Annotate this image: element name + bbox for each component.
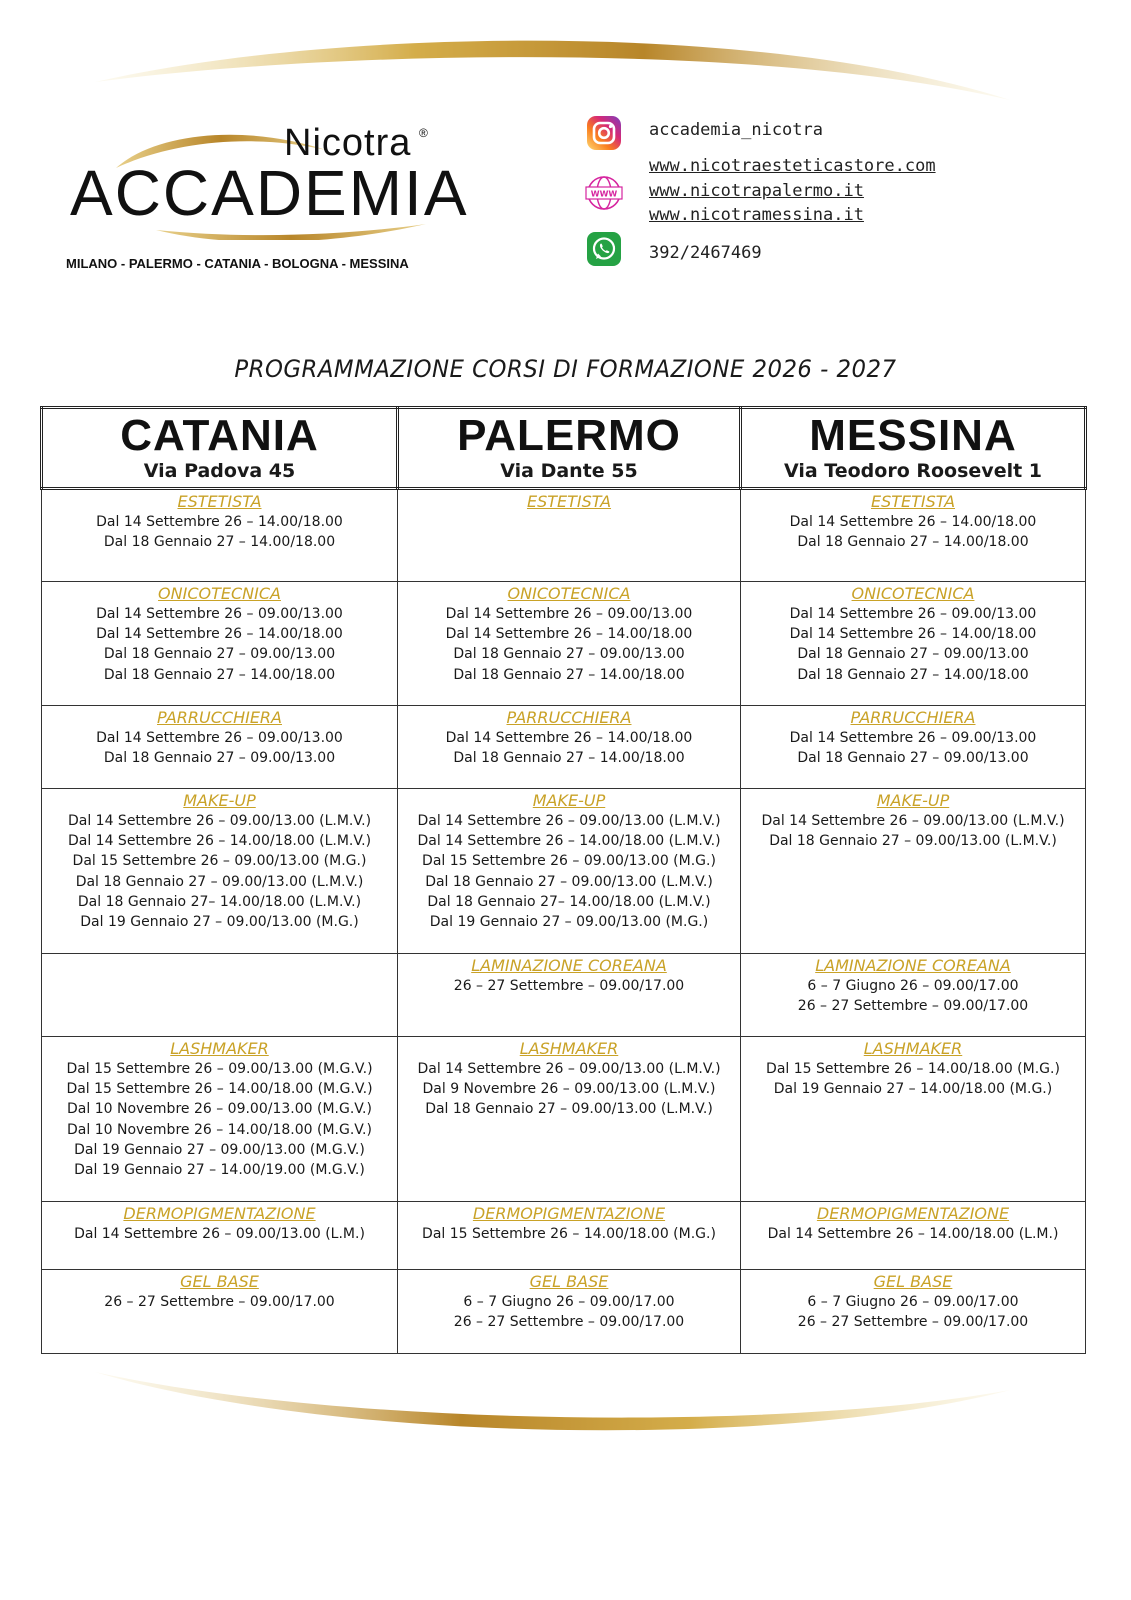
schedule-row <box>42 582 1086 706</box>
course-date-slot: 6 – 7 Giugno 26 – 09.00/17.00 <box>807 1294 1019 1310</box>
course-date-slot: Dal 14 Settembre 26 – 14.00/18.00 (L.M.V.) <box>67 833 372 850</box>
schedule-cell-messina <box>741 582 1086 706</box>
course-date-slot: Dal 18 Gennaio 27 – 14.00/18.00 <box>453 666 685 683</box>
course-title: ESTETISTA <box>177 492 262 511</box>
course-date-slot: Dal 15 Settembre 26 – 09.00/13.00 (M.G.) <box>72 853 367 870</box>
website-link-1[interactable]: www.nicotraesteticastore.com <box>649 156 936 176</box>
course-date-slot: Dal 10 Novembre 26 – 14.00/18.00 (M.G.V.) <box>67 1121 372 1138</box>
schedule-cell-catania <box>42 1037 398 1202</box>
page-title: PROGRAMMAZIONE CORSI DI FORMAZIONE 2026 - 2027 <box>234 355 897 383</box>
course-date-slot: Dal 14 Settembre 26 – 14.00/18.00 <box>96 626 343 643</box>
schedule-row <box>42 789 1086 954</box>
schedule-cell-catania <box>42 954 398 1037</box>
course-date-slot: Dal 18 Gennaio 27 – 09.00/13.00 (L.M.V.) <box>75 873 364 890</box>
course-date-slot: Dal 18 Gennaio 27– 14.00/18.00 (L.M.V.) <box>77 893 362 910</box>
course-date-slot: Dal 14 Settembre 26 – 09.00/13.00 <box>96 730 343 746</box>
course-date-slot: 6 – 7 Giugno 26 – 09.00/17.00 <box>463 1294 675 1310</box>
gold-swoosh-bottom <box>0 1368 1131 1458</box>
schedule-row <box>42 1202 1086 1270</box>
course-date-slot: Dal 14 Settembre 26 – 14.00/18.00 <box>445 626 693 643</box>
course-date-slot: Dal 15 Settembre 26 – 09.00/13.00 (M.G.) <box>422 853 716 870</box>
city-address: Via Dante 55 <box>500 460 638 482</box>
course-date-slot: Dal 19 Gennaio 27 – 09.00/13.00 (M.G.) <box>429 914 709 931</box>
column-header-messina <box>741 408 1086 489</box>
schedule-row <box>42 706 1086 789</box>
whatsapp-icon <box>585 230 623 268</box>
course-date-slot: Dal 18 Gennaio 27 – 14.00/18.00 <box>797 534 1029 551</box>
course-date-slot: Dal 14 Settembre 26 – 14.00/18.00 <box>96 514 343 530</box>
course-date-slot: Dal 18 Gennaio 27 – 09.00/13.00 (L.M.V.) <box>425 1101 713 1118</box>
schedule-row <box>42 489 1086 582</box>
course-date-slot: 26 – 27 Settembre – 09.00/17.00 <box>453 978 685 994</box>
course-date-slot: Dal 14 Settembre 26 – 09.00/13.00 (L.M.V.) <box>417 813 721 829</box>
city-name: PALERMO <box>457 411 681 460</box>
course-title: MAKE-UP <box>532 791 606 810</box>
course-title: GEL BASE <box>529 1272 609 1291</box>
schedule-cell-palermo <box>398 1037 741 1202</box>
city-name: CATANIA <box>120 411 319 460</box>
schedule-cell-messina <box>741 1202 1086 1270</box>
globe-www-icon <box>585 174 623 212</box>
accademia-nicotra-logo <box>66 118 469 278</box>
course-date-slot: Dal 14 Settembre 26 – 09.00/13.00 (L.M.V.) <box>417 1061 721 1077</box>
course-date-slot: Dal 18 Gennaio 27 – 14.00/18.00 <box>103 666 336 683</box>
course-date-slot: Dal 9 Novembre 26 – 09.00/13.00 (L.M.V.) <box>422 1081 716 1098</box>
course-date-slot: Dal 18 Gennaio 27 – 09.00/13.00 <box>103 646 336 663</box>
course-date-slot: Dal 15 Settembre 26 – 14.00/18.00 (M.G.V.) <box>66 1081 373 1098</box>
schedule-cell-messina <box>741 489 1086 582</box>
schedule-cell-messina <box>741 1270 1086 1354</box>
course-date-slot: Dal 15 Settembre 26 – 09.00/13.00 (M.G.V.) <box>66 1061 373 1077</box>
course-date-slot: 26 – 27 Settembre – 09.00/17.00 <box>453 1314 685 1331</box>
column-header-palermo <box>398 408 741 489</box>
course-title: MAKE-UP <box>183 791 256 810</box>
course-date-slot: Dal 18 Gennaio 27 – 14.00/18.00 <box>103 534 336 551</box>
course-title: MAKE-UP <box>876 791 950 810</box>
schedule-cell-palermo <box>398 1202 741 1270</box>
logo-cities: MILANO - PALERMO - CATANIA - BOLOGNA - MESSINA <box>66 256 409 271</box>
registered-mark: ® <box>419 126 428 140</box>
schedule-cell-catania <box>42 789 398 954</box>
course-title: ONICOTECNICA <box>851 584 975 603</box>
schedule-cell-messina <box>741 706 1086 789</box>
course-date-slot: Dal 14 Settembre 26 – 09.00/13.00 (L.M.V.) <box>761 813 1065 829</box>
course-title: ESTETISTA <box>870 492 956 511</box>
course-date-slot: Dal 18 Gennaio 27 – 14.00/18.00 <box>453 750 685 767</box>
schedule-cell-messina <box>741 789 1086 954</box>
course-date-slot: Dal 14 Settembre 26 – 14.00/18.00 <box>789 514 1037 530</box>
www-icon-text: WWW <box>590 189 618 199</box>
city-name: MESSINA <box>809 411 1017 460</box>
course-date-slot: Dal 15 Settembre 26 – 14.00/18.00 (M.G.) <box>766 1061 1060 1077</box>
course-date-slot: Dal 14 Settembre 26 – 14.00/18.00 (L.M.) <box>767 1226 1059 1242</box>
schedule-row <box>42 954 1086 1037</box>
course-date-slot: Dal 18 Gennaio 27 – 14.00/18.00 <box>797 666 1029 683</box>
course-title: ONICOTECNICA <box>158 584 281 603</box>
website-link-3[interactable]: www.nicotramessina.it <box>649 205 864 225</box>
schedule-cell-messina <box>741 1037 1086 1202</box>
course-title: PARRUCCHIERA <box>156 708 282 727</box>
course-date-slot: Dal 15 Settembre 26 – 14.00/18.00 (M.G.) <box>422 1226 716 1242</box>
gold-swoosh-top <box>0 20 1131 110</box>
schedule-cell-catania <box>42 1270 398 1354</box>
course-title: ESTETISTA <box>526 492 612 511</box>
course-date-slot: Dal 14 Settembre 26 – 14.00/18.00 <box>789 626 1037 643</box>
course-date-slot: Dal 10 Novembre 26 – 09.00/13.00 (M.G.V.) <box>67 1101 372 1118</box>
course-title: LASHMAKER <box>519 1039 619 1058</box>
schedule-cell-palermo <box>398 789 741 954</box>
course-date-slot: Dal 14 Settembre 26 – 09.00/13.00 (L.M.) <box>74 1226 365 1242</box>
course-date-slot: Dal 14 Settembre 26 – 09.00/13.00 <box>789 606 1037 622</box>
course-date-slot: 6 – 7 Giugno 26 – 09.00/17.00 <box>807 978 1019 994</box>
website-link-2[interactable]: www.nicotrapalermo.it <box>649 181 864 201</box>
course-date-slot: Dal 18 Gennaio 27 – 09.00/13.00 <box>453 646 685 663</box>
schedule-cell-palermo <box>398 954 741 1037</box>
course-title: LAMINAZIONE COREANA <box>815 956 1011 975</box>
course-date-slot: Dal 19 Gennaio 27 – 09.00/13.00 (M.G.) <box>80 914 359 931</box>
schedule-cell-palermo <box>398 706 741 789</box>
course-title: DERMOPIGMENTAZIONE <box>472 1204 666 1223</box>
course-date-slot: Dal 18 Gennaio 27– 14.00/18.00 (L.M.V.) <box>427 893 711 910</box>
course-title: DERMOPIGMENTAZIONE <box>816 1204 1010 1223</box>
course-date-slot: 26 – 27 Settembre – 09.00/17.00 <box>797 1314 1029 1331</box>
course-date-slot: Dal 14 Settembre 26 – 09.00/13.00 <box>96 606 343 622</box>
course-date-slot: Dal 19 Gennaio 27 – 14.00/18.00 (M.G.) <box>773 1081 1053 1098</box>
course-date-slot: Dal 18 Gennaio 27 – 09.00/13.00 (L.M.V.) <box>425 873 713 890</box>
schedule-cell-catania <box>42 706 398 789</box>
course-date-slot: Dal 14 Settembre 26 – 14.00/18.00 (L.M.V.) <box>417 833 721 850</box>
course-date-slot: 26 – 27 Settembre – 09.00/17.00 <box>104 1294 335 1310</box>
course-title: GEL BASE <box>873 1272 953 1291</box>
course-title: LASHMAKER <box>170 1039 269 1058</box>
course-title: PARRUCCHIERA <box>506 708 632 727</box>
course-date-slot: Dal 14 Settembre 26 – 14.00/18.00 <box>445 730 693 746</box>
course-date-slot: Dal 18 Gennaio 27 – 09.00/13.00 (L.M.V.) <box>769 833 1057 850</box>
course-date-slot: Dal 18 Gennaio 27 – 09.00/13.00 <box>797 750 1029 767</box>
schedule-cell-catania <box>42 489 398 582</box>
schedule-cell-palermo <box>398 489 741 582</box>
course-title: LAMINAZIONE COREANA <box>471 956 667 975</box>
course-date-slot: Dal 14 Settembre 26 – 09.00/13.00 (L.M.V.) <box>67 813 372 829</box>
course-date-slot: Dal 19 Gennaio 27 – 09.00/13.00 (M.G.V.) <box>74 1141 365 1158</box>
schedule-cell-palermo <box>398 582 741 706</box>
course-title: DERMOPIGMENTAZIONE <box>123 1204 316 1223</box>
course-date-slot: Dal 14 Settembre 26 – 09.00/13.00 <box>445 606 693 622</box>
contacts-block <box>585 112 1105 282</box>
schedule-row <box>42 1037 1086 1202</box>
logo-nicotra-text: Nicotra <box>284 122 412 164</box>
logo-accademia-text: ACCADEMIA <box>70 157 469 229</box>
course-date-slot: 26 – 27 Settembre – 09.00/17.00 <box>797 998 1029 1015</box>
instagram-icon <box>585 114 623 152</box>
phone-number[interactable]: 392/2467469 <box>649 243 762 263</box>
instagram-handle[interactable]: accademia_nicotra <box>649 120 823 140</box>
schedule-cell-palermo <box>398 1270 741 1354</box>
schedule-cell-messina <box>741 954 1086 1037</box>
course-schedule-table <box>40 406 1087 1354</box>
course-date-slot: Dal 14 Settembre 26 – 09.00/13.00 <box>789 730 1037 746</box>
course-date-slot: Dal 18 Gennaio 27 – 09.00/13.00 <box>103 750 336 767</box>
schedule-row <box>42 1270 1086 1354</box>
schedule-cell-catania <box>42 582 398 706</box>
city-address: Via Padova 45 <box>143 460 296 482</box>
column-header-catania <box>42 408 398 489</box>
schedule-cell-catania <box>42 1202 398 1270</box>
course-title: PARRUCCHIERA <box>850 708 976 727</box>
course-title: GEL BASE <box>180 1272 259 1291</box>
city-address: Via Teodoro Roosevelt 1 <box>783 460 1043 482</box>
course-title: ONICOTECNICA <box>507 584 631 603</box>
course-title: LASHMAKER <box>863 1039 963 1058</box>
course-date-slot: Dal 19 Gennaio 27 – 14.00/19.00 (M.G.V.) <box>74 1162 365 1179</box>
course-date-slot: Dal 18 Gennaio 27 – 09.00/13.00 <box>797 646 1029 663</box>
